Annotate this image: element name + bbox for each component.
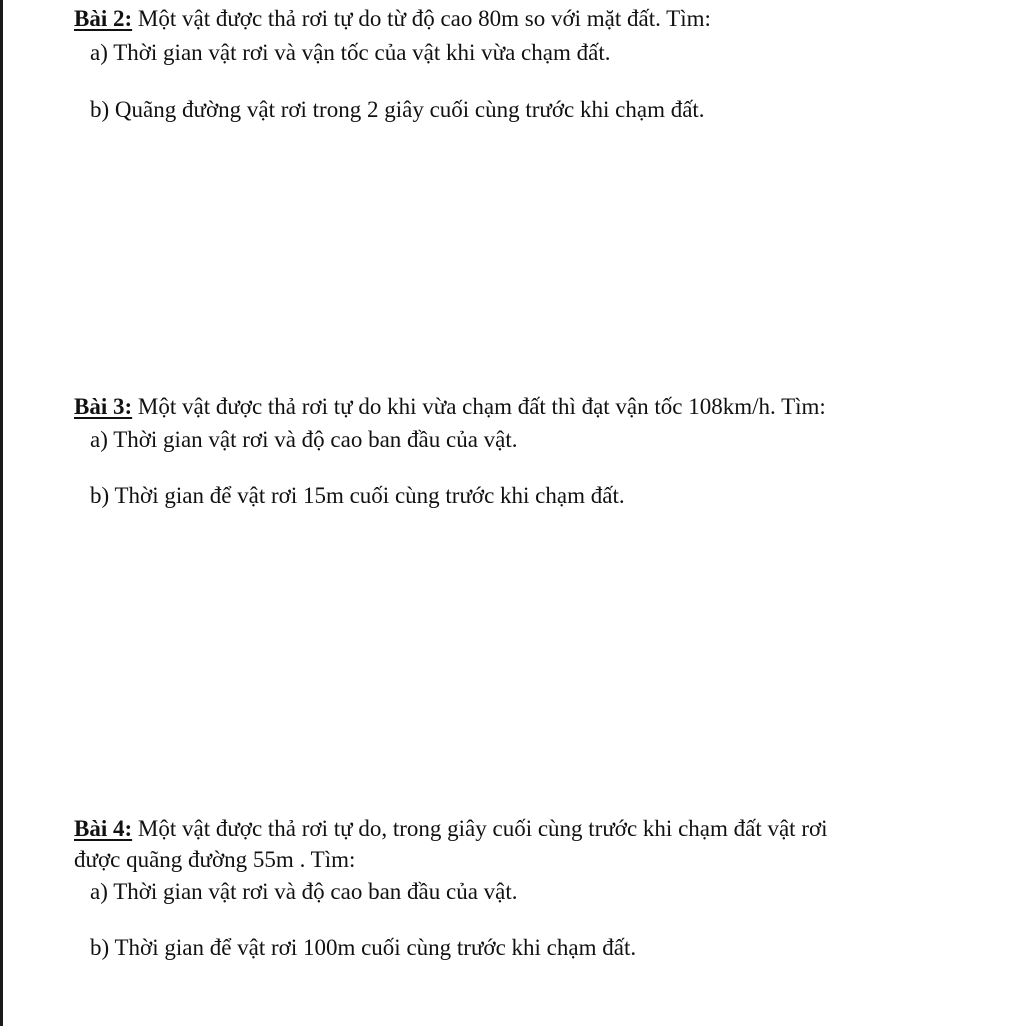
problem-3-statement xyxy=(74,393,826,421)
problem-3-part-a: a) Thời gian vật rơi và độ cao ban đầu của vật. xyxy=(90,427,518,452)
problem-4-part-b: b) Thời gian để vật rơi 100m cuối cùng trước khi chạm đất. xyxy=(90,935,637,960)
problem-4-label: Bài 4: xyxy=(74,816,133,841)
problem-3-label: Bài 3: xyxy=(74,394,133,419)
problem-2-part-b: b) Quãng đường vật rơi trong 2 giây cuối cùng trước khi chạm đất. xyxy=(90,97,705,122)
problem-2-label: Bài 2: xyxy=(74,6,133,31)
problem-4-statement-text: Một vật được thả rơi tự do, trong giây cuối cùng trước khi chạm đất vật rơi xyxy=(132,816,828,841)
problem-2-part-a: a) Thời gian vật rơi và vận tốc của vật khi vừa chạm đất. xyxy=(90,40,611,65)
problem-2-statement xyxy=(74,5,711,33)
problem-4-part-a: a) Thời gian vật rơi và độ cao ban đầu của vật. xyxy=(90,879,518,904)
problem-3-statement-text: Một vật được thả rơi tự do khi vừa chạm đất thì đạt vận tốc 108km/h. Tìm: xyxy=(132,394,826,419)
problem-4-statement xyxy=(74,815,828,843)
problem-2-statement-text: Một vật được thả rơi tự do từ độ cao 80m so với mặt đất. Tìm: xyxy=(132,6,711,31)
problem-4-statement-continued: được quãng đường 55m . Tìm: xyxy=(74,847,356,872)
left-border xyxy=(0,0,3,1026)
problem-3-part-b: b) Thời gian để vật rơi 15m cuối cùng trước khi chạm đất. xyxy=(90,483,625,508)
